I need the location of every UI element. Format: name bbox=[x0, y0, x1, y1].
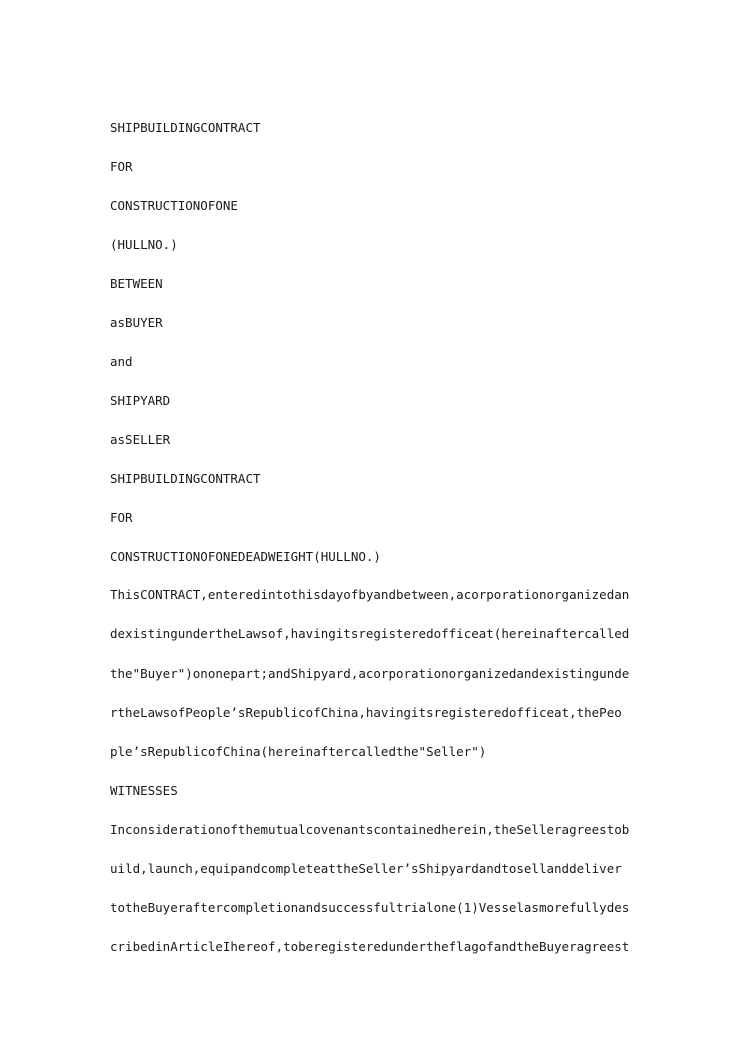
title-line: CONSTRUCTIONOFONE bbox=[110, 198, 238, 213]
body-line: uild,launch,equipandcompleteattheSeller’sShipyardandtosellanddeliver bbox=[110, 861, 622, 876]
title-line: asSELLER bbox=[110, 432, 171, 447]
preamble-line: dexistingundertheLawsof,havingitsregisteredofficeat(hereinaftercalled bbox=[110, 626, 630, 641]
body-line: cribedinArticleIhereof,toberegisteredundertheflagofandtheBuyeragreest bbox=[110, 939, 630, 954]
title-line: CONSTRUCTIONOFONEDEADWEIGHT(HULLNO.) bbox=[110, 549, 381, 564]
body-line: Inconsiderationofthemutualcovenantscontainedherein,theSelleragreestob bbox=[110, 822, 630, 837]
witnesses-heading: WITNESSES bbox=[110, 783, 178, 798]
title-line: SHIPYARD bbox=[110, 393, 171, 408]
title-line: and bbox=[110, 354, 133, 369]
preamble-line: ThisCONTRACT,enteredintothisdayofbyandbetween,acorporationorganizedan bbox=[110, 587, 630, 602]
title-line: SHIPBUILDINGCONTRACT bbox=[110, 471, 261, 486]
title-line: asBUYER bbox=[110, 315, 163, 330]
preamble-line: ple’sRepublicofChina(hereinaftercalledthe"Seller") bbox=[110, 744, 487, 759]
body-line: totheBuyeraftercompletionandsuccessfultrialone(1)Vesselasmorefullydes bbox=[110, 900, 630, 915]
title-line: FOR bbox=[110, 159, 133, 174]
title-line: SHIPBUILDINGCONTRACT bbox=[110, 120, 261, 135]
preamble-line: the"Buyer")ononepart;andShipyard,acorporationorganizedandexistingunde bbox=[110, 666, 630, 681]
title-line: (HULLNO.) bbox=[110, 237, 178, 252]
title-line: BETWEEN bbox=[110, 276, 163, 291]
title-line: FOR bbox=[110, 510, 133, 525]
preamble-line: rtheLawsofPeople’sRepublicofChina,havingitsregisteredofficeat,thePeo bbox=[110, 705, 622, 720]
